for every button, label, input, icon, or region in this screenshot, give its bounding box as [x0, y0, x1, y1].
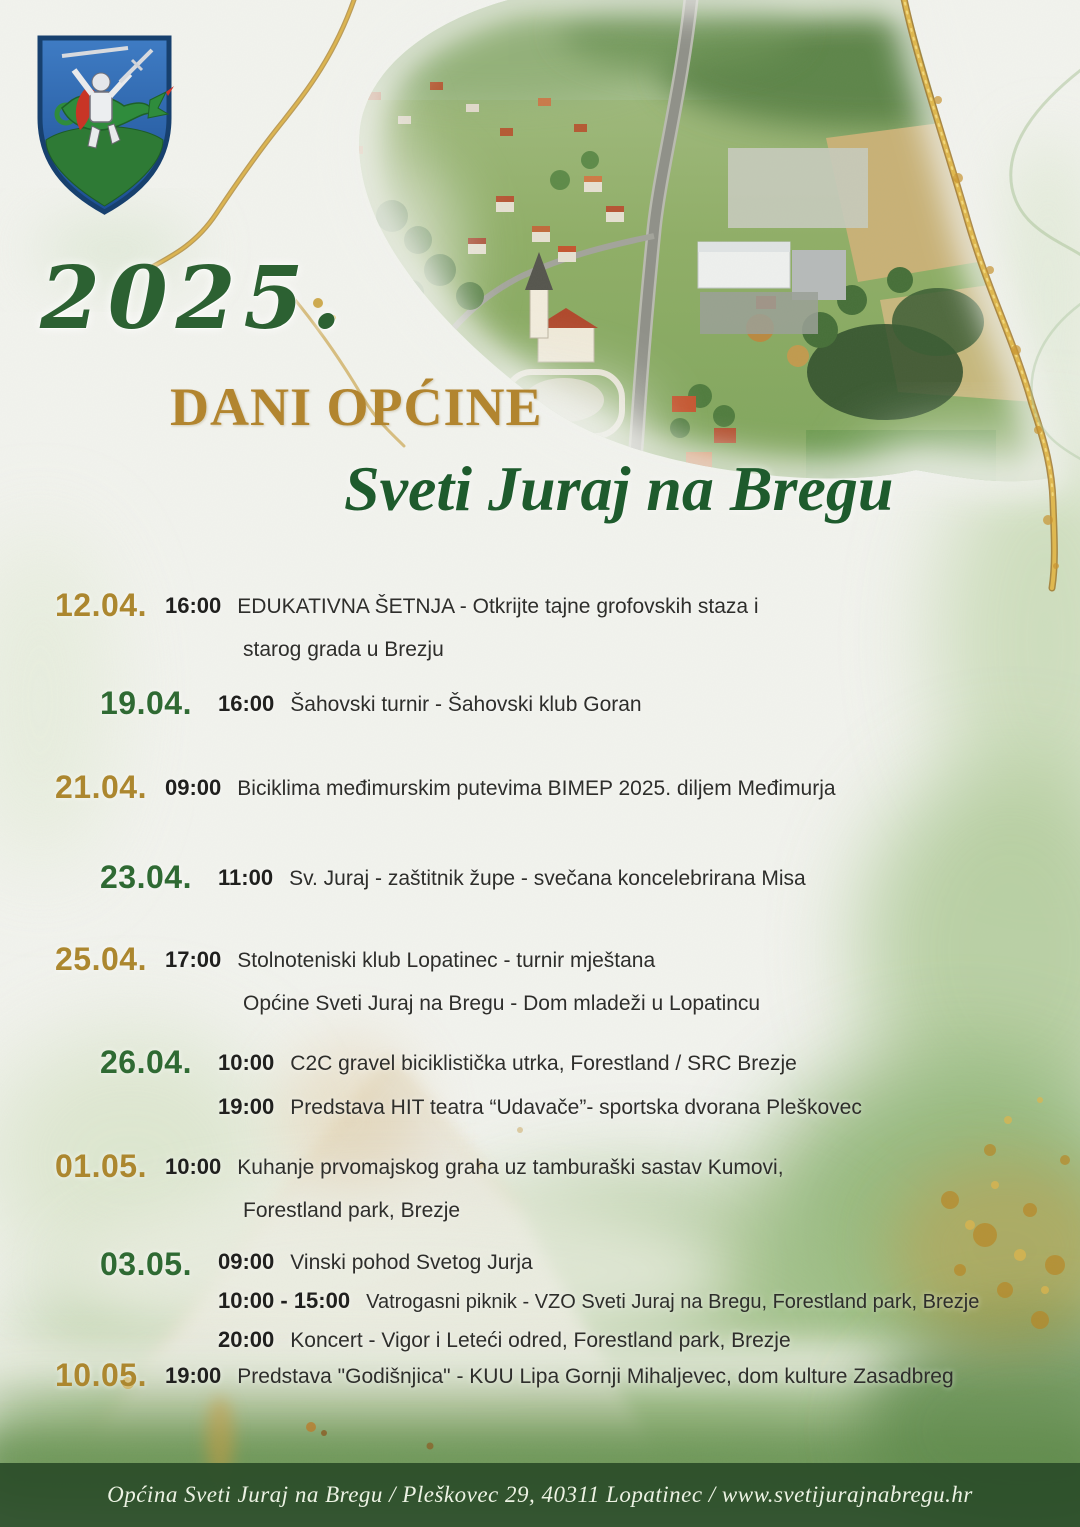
- event-text: Koncert - Vigor i Leteći odred, Forestland park, Brezje: [290, 1329, 791, 1352]
- event-date: 12.04.: [55, 587, 147, 623]
- event-time: 17:00: [165, 947, 222, 972]
- event-text: Predstava "Godišnjica" - KUU Lipa Gornji Mihaljevec, dom kulture Zasadbreg: [237, 1365, 954, 1388]
- event-time: 10:00: [165, 1154, 222, 1179]
- year-heading: 2025.: [40, 248, 350, 349]
- event-date: 26.04.: [100, 1044, 192, 1080]
- event-date: 03.05.: [100, 1246, 192, 1282]
- event-time: 19:00: [218, 1094, 275, 1119]
- footer-band: [0, 1463, 1080, 1527]
- event-time: 10:00 - 15:00: [218, 1288, 351, 1313]
- event-text: C2C gravel biciklistička utrka, Forestland / SRC Brezje: [290, 1052, 797, 1075]
- event-time: 11:00: [218, 865, 274, 890]
- event-text: starog grada u Brezju: [243, 638, 444, 661]
- event-text: Šahovski turnir - Šahovski klub Goran: [290, 693, 642, 716]
- event-text: Biciklima međimurskim putevima BIMEP 2025. diljem Međimurja: [237, 777, 836, 800]
- event-date: 19.04.: [100, 685, 192, 721]
- event-date: 25.04.: [55, 941, 147, 977]
- event-text: Stolnoteniski klub Lopatinec - turnir mještana: [237, 949, 656, 972]
- event-text: Kuhanje prvomajskog graha uz tamburaški sastav Kumovi,: [237, 1156, 784, 1179]
- event-text: EDUKATIVNA ŠETNJA - Otkrijte tajne grofovskih staza i: [237, 595, 759, 618]
- event-time: 16:00: [218, 691, 275, 716]
- event-text: Sv. Juraj - zaštitnik župe - svečana koncelebrirana Misa: [289, 867, 806, 890]
- poster-subtitle: Sveti Juraj na Bregu: [344, 453, 894, 524]
- event-time: 10:00: [218, 1050, 275, 1075]
- footer-contact-text: Općina Sveti Juraj na Bregu / Pleškovec 29, 40311 Lopatinec / www.svetijurajnabregu.hr: [107, 1482, 973, 1507]
- event-text: Forestland park, Brezje: [243, 1199, 461, 1222]
- event-date: 01.05.: [55, 1148, 147, 1184]
- event-text: Općine Sveti Juraj na Bregu - Dom mladeži u Lopatincu: [243, 992, 761, 1015]
- event-time: 16:00: [165, 593, 222, 618]
- event-date: 21.04.: [55, 769, 147, 805]
- event-time: 20:00: [218, 1327, 275, 1352]
- poster-title: DANI OPĆINE: [170, 377, 543, 437]
- event-time: 09:00: [218, 1249, 275, 1274]
- event-text: Vinski pohod Svetog Jurja: [290, 1251, 533, 1274]
- event-time: 19:00: [165, 1363, 222, 1388]
- event-text: Vatrogasni piknik - VZO Sveti Juraj na Bregu, Forestland park, Brezje: [366, 1291, 980, 1313]
- event-date: 10.05.: [55, 1357, 147, 1393]
- event-date: 23.04.: [100, 859, 192, 895]
- event-time: 09:00: [165, 775, 222, 800]
- event-text: Predstava HIT teatra “Udavače”- sportska dvorana Pleškovec: [290, 1096, 862, 1119]
